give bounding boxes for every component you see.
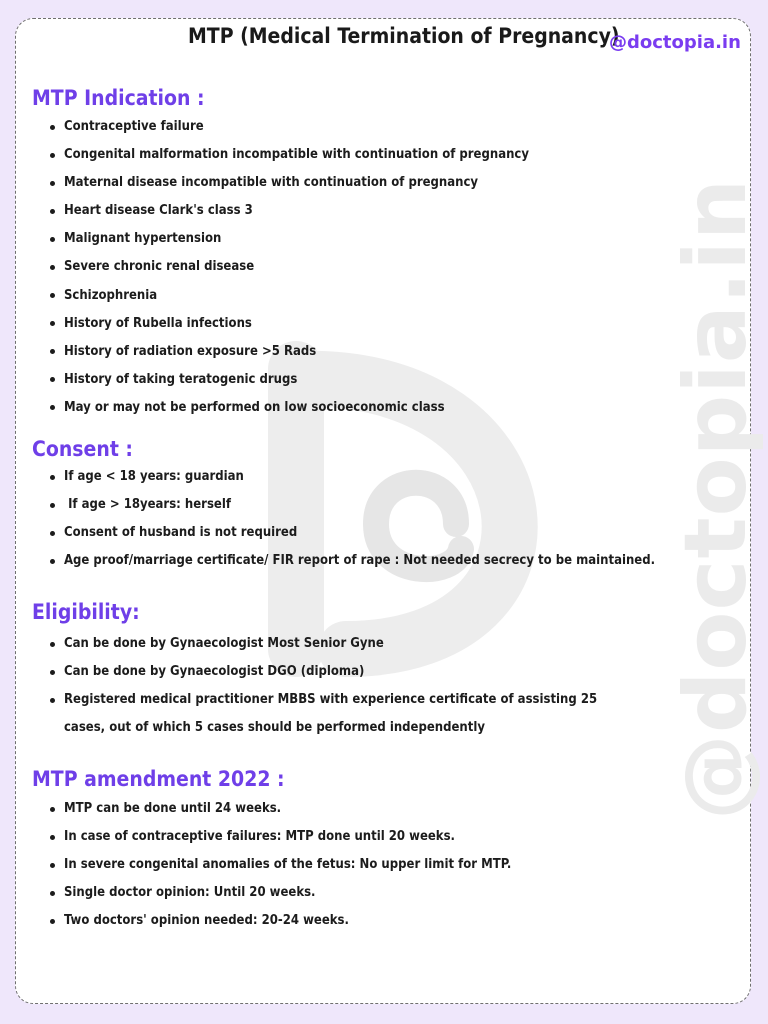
list-item: Registered medical practitioner MBBS with experience certificate of assisting 25 cases, out of which 5 cases should be performed independently — [50, 686, 639, 742]
list-item: Malignant hypertension — [50, 225, 650, 253]
list-item: Heart disease Clark's class 3 — [50, 197, 650, 225]
consent-list — [50, 463, 656, 575]
section-heading-indication: MTP Indication : — [32, 86, 205, 110]
list-item: Consent of husband is not required — [50, 519, 650, 547]
list-item: Congenital malformation incompatible with continuation of pregnancy — [50, 141, 650, 169]
list-item: Contraceptive failure — [50, 113, 650, 141]
list-item: MTP can be done until 24 weeks. — [50, 795, 650, 823]
list-item: If age < 18 years: guardian — [50, 463, 650, 491]
indication-list — [50, 113, 650, 422]
list-item: History of taking teratogenic drugs — [50, 366, 650, 394]
list-item: Age proof/marriage certificate/ FIR report of rape : Not needed secrecy to be maintained. — [50, 547, 650, 575]
brand-handle: @doctopia.in — [609, 32, 741, 53]
list-item: Severe chronic renal disease — [50, 253, 650, 281]
list-item: History of radiation exposure >5 Rads — [50, 338, 650, 366]
list-item: History of Rubella infections — [50, 310, 650, 338]
list-item: In severe congenital anomalies of the fetus: No upper limit for MTP. — [50, 851, 650, 879]
eligibility-list — [50, 630, 650, 742]
list-item: Can be done by Gynaecologist DGO (diploma) — [50, 658, 650, 686]
section-heading-consent: Consent : — [32, 437, 133, 461]
list-item: Single doctor opinion: Until 20 weeks. — [50, 879, 650, 907]
list-item: Schizophrenia — [50, 282, 650, 310]
list-item: In case of contraceptive failures: MTP done until 20 weeks. — [50, 823, 650, 851]
list-item: If age > 18years: herself — [50, 491, 650, 519]
page-title: MTP (Medical Termination of Pregnancy) — [188, 24, 620, 48]
list-item: Maternal disease incompatible with continuation of pregnancy — [50, 169, 650, 197]
list-item: Can be done by Gynaecologist Most Senior Gyne — [50, 630, 650, 658]
section-heading-eligibility: Eligibility: — [32, 600, 140, 624]
list-item: Two doctors' opinion needed: 20-24 weeks. — [50, 907, 650, 935]
section-heading-amendment: MTP amendment 2022 : — [32, 767, 285, 791]
amendment-list — [50, 795, 650, 935]
list-item: May or may not be performed on low socioeconomic class — [50, 394, 650, 422]
doctopia-watermark-text: @doctopia.in — [666, 177, 766, 821]
